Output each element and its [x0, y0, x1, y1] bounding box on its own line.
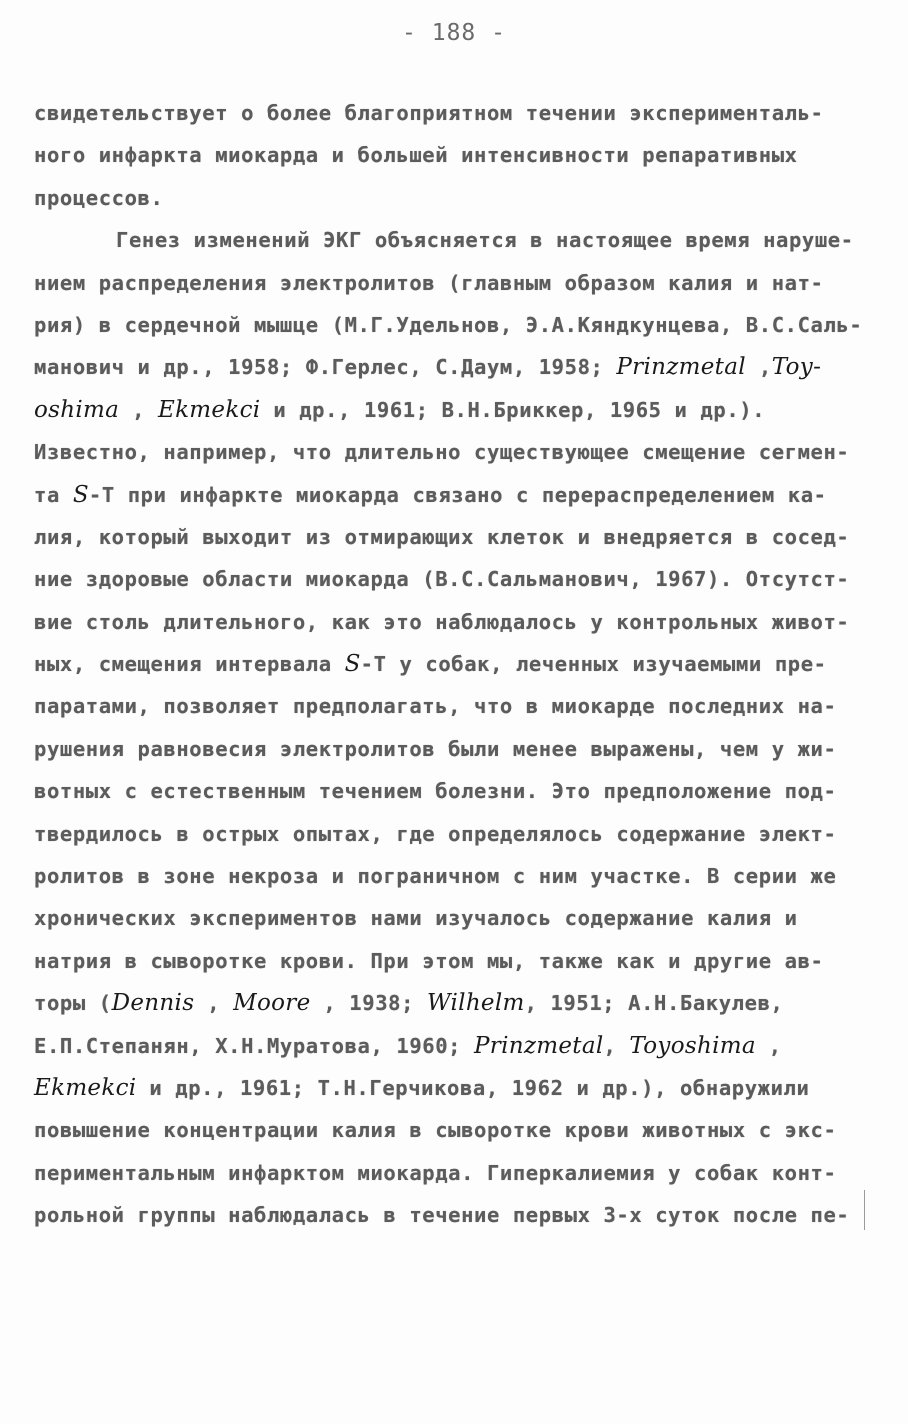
handwritten-word: Dennis [111, 990, 195, 1017]
typed-text: , 1938; [310, 991, 427, 1016]
text-line [34, 982, 864, 1024]
text-line [34, 92, 864, 134]
text-line [34, 601, 864, 643]
typed-text: та [34, 482, 73, 507]
handwritten-word: S [72, 481, 89, 508]
typed-text: Генез изменений ЭКГ объясняется в настоящее время наруше- [116, 228, 854, 253]
typed-text: лия, который выходит из отмирающих клеток и внедряется в сосед- [34, 524, 850, 549]
text-line [34, 431, 864, 473]
typed-text: и др., 1961; Т.Н.Герчикова, 1962 и др.), обнаружили [136, 1075, 810, 1100]
handwritten-word: Ekmekci [157, 396, 261, 423]
text-line [34, 770, 864, 812]
text-line [34, 685, 864, 727]
typed-text: , [194, 991, 234, 1016]
text-line [34, 262, 864, 304]
text-line [34, 474, 864, 516]
handwritten-word: Ekmekci [34, 1074, 137, 1101]
typed-text: , [745, 355, 772, 380]
text-line [34, 516, 864, 558]
text-line [34, 1152, 864, 1194]
text-line [34, 389, 864, 431]
typed-text: ролитов в зоне некроза и пограничном с ним участке. В серии же [34, 864, 837, 889]
typed-text: рольной группы наблюдалась в течение первых 3-х суток после пе- [34, 1203, 850, 1228]
handwritten-word: S [344, 651, 361, 678]
typed-text: нием распределения электролитов (главным образом калия и нат- [34, 270, 824, 295]
typed-text: -T у собак, леченных изучаемыми пре- [360, 652, 827, 677]
typed-text: паратами, позволяет предполагать, что в миокарде последних на- [34, 694, 837, 719]
typed-text: и др., 1961; В.Н.Бриккер, 1965 и др.). [260, 397, 766, 422]
typed-text: , [603, 1033, 630, 1058]
text-line [34, 1067, 864, 1109]
handwritten-word: Prinzmetal [616, 354, 746, 381]
typed-text: , 1951; А.Н.Бакулев, [524, 991, 784, 1016]
handwritten-word: Wilhelm [426, 990, 525, 1017]
text-line [34, 304, 864, 346]
text-line [34, 728, 864, 770]
typed-text: , [119, 397, 158, 422]
typed-text: вие столь длительного, как это наблюдалось у контрольных живот- [34, 609, 850, 634]
typed-text: хронических экспериментов нами изучалось содержание калия и [34, 906, 798, 931]
typed-text: периментальным инфарктом миокарда. Гиперкалиемия у собак конт- [34, 1160, 837, 1185]
text-line [34, 134, 864, 176]
text-line [34, 855, 864, 897]
handwritten-word: oshima [34, 396, 120, 423]
margin-rule [864, 1190, 865, 1230]
typed-text: натрия в сыворотке крови. При этом мы, также как и другие ав- [34, 948, 824, 973]
typed-text: торы ( [34, 991, 112, 1016]
text-line [34, 940, 864, 982]
typed-text: ных, смещения интервала [34, 652, 345, 677]
handwritten-word: Moore [233, 990, 311, 1017]
typed-text: твердилось в острых опытах, где определялось содержание элект- [34, 821, 837, 846]
typed-text: рушения равновесия электролитов были менее выражены, чем у жи- [34, 736, 837, 761]
typed-text: -T при инфаркте миокарда связано с перераспределением ка- [88, 482, 827, 507]
typed-text: Е.П.Степанян, Х.Н.Муратова, 1960; [34, 1033, 475, 1058]
handwritten-word: Toyoshima [629, 1032, 756, 1059]
text-line [34, 1109, 864, 1151]
typed-text: ного инфаркта миокарда и большей интенсивности репаративных [34, 143, 798, 168]
typed-text: , [755, 1033, 782, 1058]
document-body [34, 92, 864, 1237]
typed-text: Известно, например, что длительно существующее смещение сегмен- [34, 440, 850, 465]
typed-text: ние здоровые области миокарда (В.С.Сальманович, 1967). Отсутст- [34, 567, 850, 592]
handwritten-word: Prinzmetal [474, 1032, 604, 1059]
text-line [34, 1025, 864, 1067]
page-number: - 188 - [402, 20, 506, 46]
typed-text: рия) в сердечной мышце (М.Г.Удельнов, Э.А.Кяндкунцева, В.С.Саль- [34, 312, 863, 337]
text-line [34, 558, 864, 600]
text-line [34, 897, 864, 939]
typed-text: манович и др., 1958; Ф.Герлес, С.Даум, 1958; [34, 355, 617, 380]
typed-text: свидетельствует о более благоприятном течении эксперименталь- [34, 101, 824, 125]
text-line [34, 219, 864, 261]
text-line [34, 1194, 864, 1236]
text-line [34, 177, 864, 219]
text-line [34, 813, 864, 855]
handwritten-word: Toy- [771, 354, 822, 381]
typed-text: повышение концентрации калия в сыворотке крови животных с экс- [34, 1118, 837, 1143]
typed-text: процессов. [34, 185, 164, 210]
typed-text: вотных с естественным течением болезни. Это предположение под- [34, 779, 837, 804]
text-line [34, 346, 864, 388]
text-line [34, 643, 864, 685]
